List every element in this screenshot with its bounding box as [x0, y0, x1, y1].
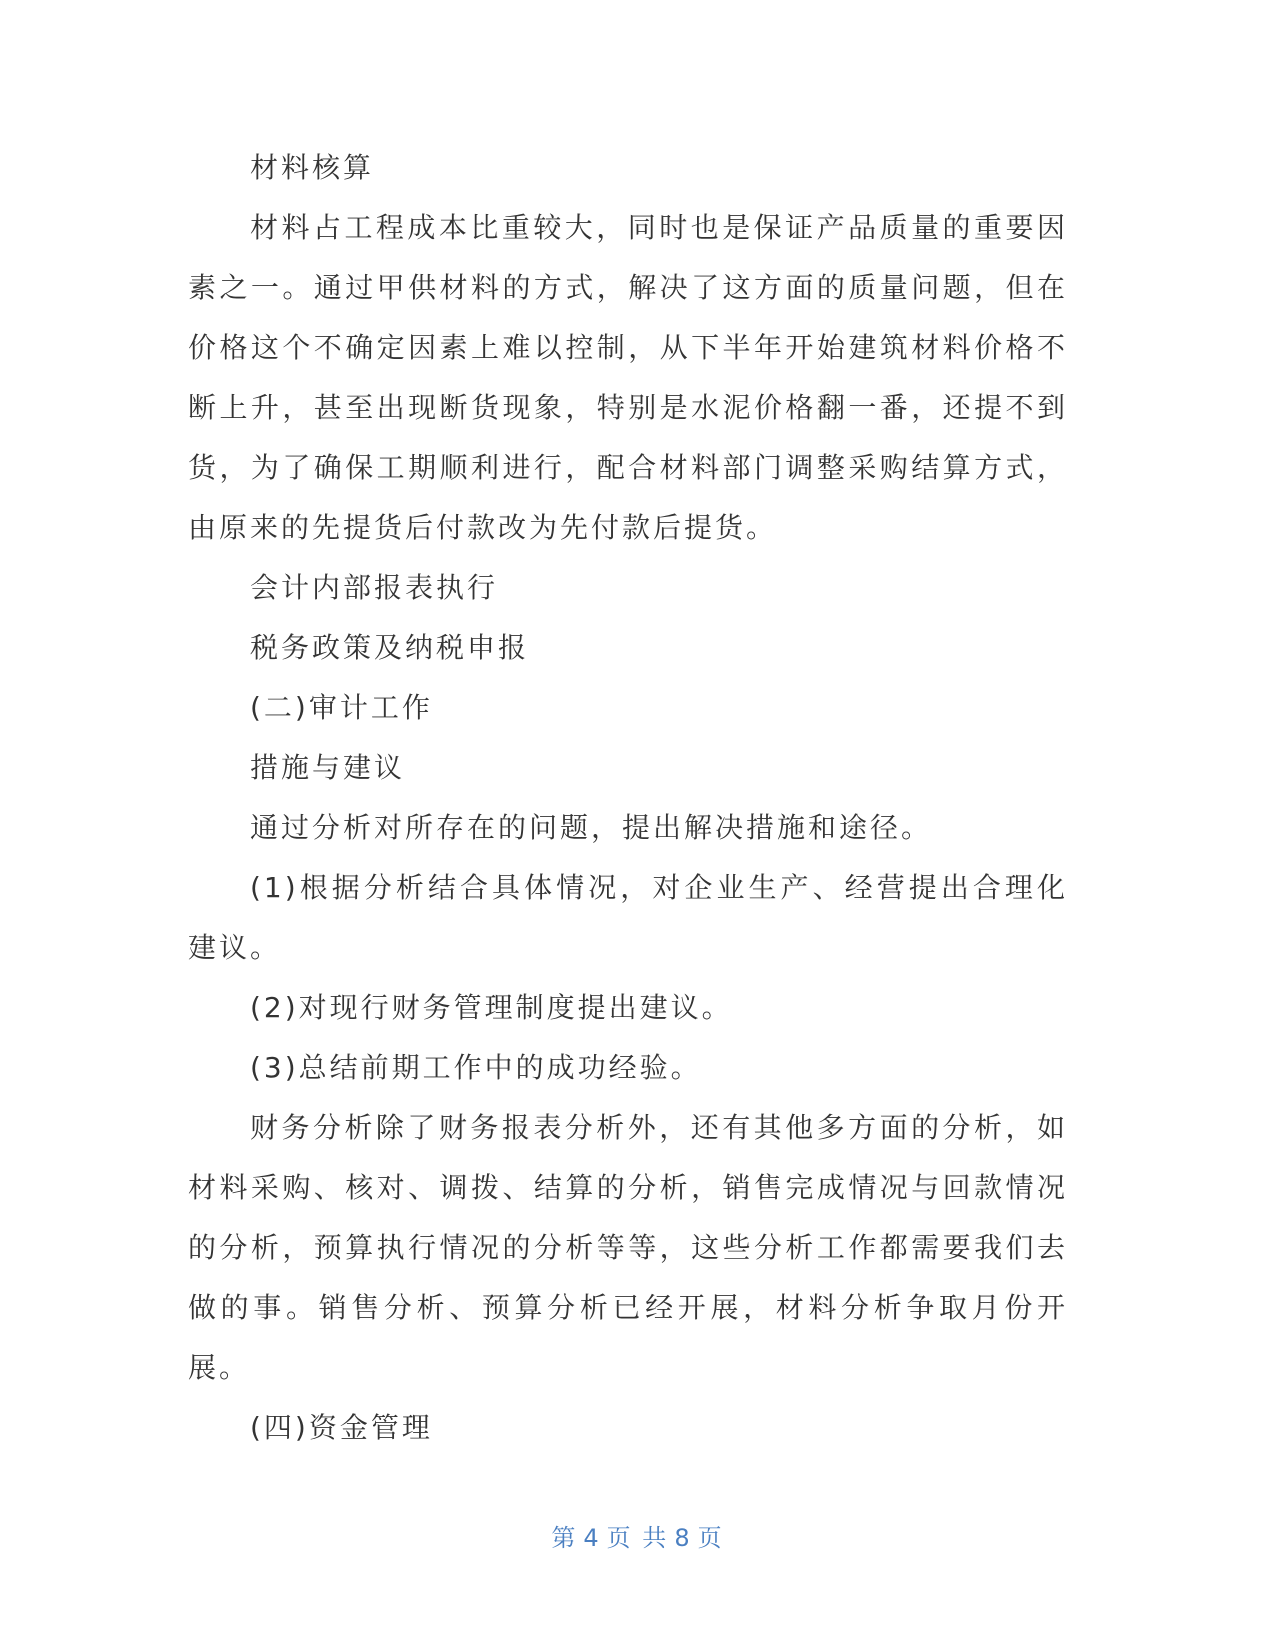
section-heading-fund-management: (四)资金管理 — [250, 1411, 433, 1444]
document-body — [188, 138, 1068, 1458]
section-heading-material-accounting: 材料核算 — [250, 151, 375, 184]
section-heading-internal-reports: 会计内部报表执行 — [250, 571, 499, 604]
paragraph-financial-analysis: 财务分析除了财务报表分析外，还有其他多方面的分析，如材料采购、核对、调拨、结算的分析，销售完成情况与回款情况的分析，预算执行情况的分析等等，这些分析工作都需要我们去做的事。销售分析、预算分析已经开展，材料分析争取月份开展。 — [188, 1111, 1068, 1384]
page-footer — [0, 1523, 1275, 1553]
list-item-suggestion-3: (3)总结前期工作中的成功经验。 — [250, 1051, 702, 1084]
paragraph-analysis-intro: 通过分析对所存在的问题，提出解决措施和途径。 — [250, 811, 933, 844]
footer-middle: 页 共 — [606, 1524, 669, 1552]
section-heading-audit-work: (二)审计工作 — [250, 691, 433, 724]
footer-suffix: 页 — [697, 1524, 724, 1552]
section-heading-tax-policy: 税务政策及纳税申报 — [250, 631, 530, 664]
list-item-suggestion-1: (1)根据分析结合具体情况，对企业生产、经营提出合理化建议。 — [188, 871, 1068, 964]
section-heading-measures: 措施与建议 — [250, 751, 406, 784]
list-item-suggestion-2: (2)对现行财务管理制度提出建议。 — [250, 991, 733, 1024]
footer-prefix: 第 — [551, 1524, 578, 1552]
current-page-number: 4 — [583, 1524, 601, 1552]
total-page-count: 8 — [674, 1524, 692, 1552]
paragraph-material-cost: 材料占工程成本比重较大，同时也是保证产品质量的重要因素之一。通过甲供材料的方式，解决了这方面的质量问题，但在价格这个不确定因素上难以控制，从下半年开始建筑材料价格不断上升，甚至出现断货现象，特别是水泥价格翻一番，还提不到货，为了确保工期顺利进行，配合材料部门调整采购结算方式，由原来的先提货后付款改为先付款后提货。 — [188, 211, 1068, 544]
